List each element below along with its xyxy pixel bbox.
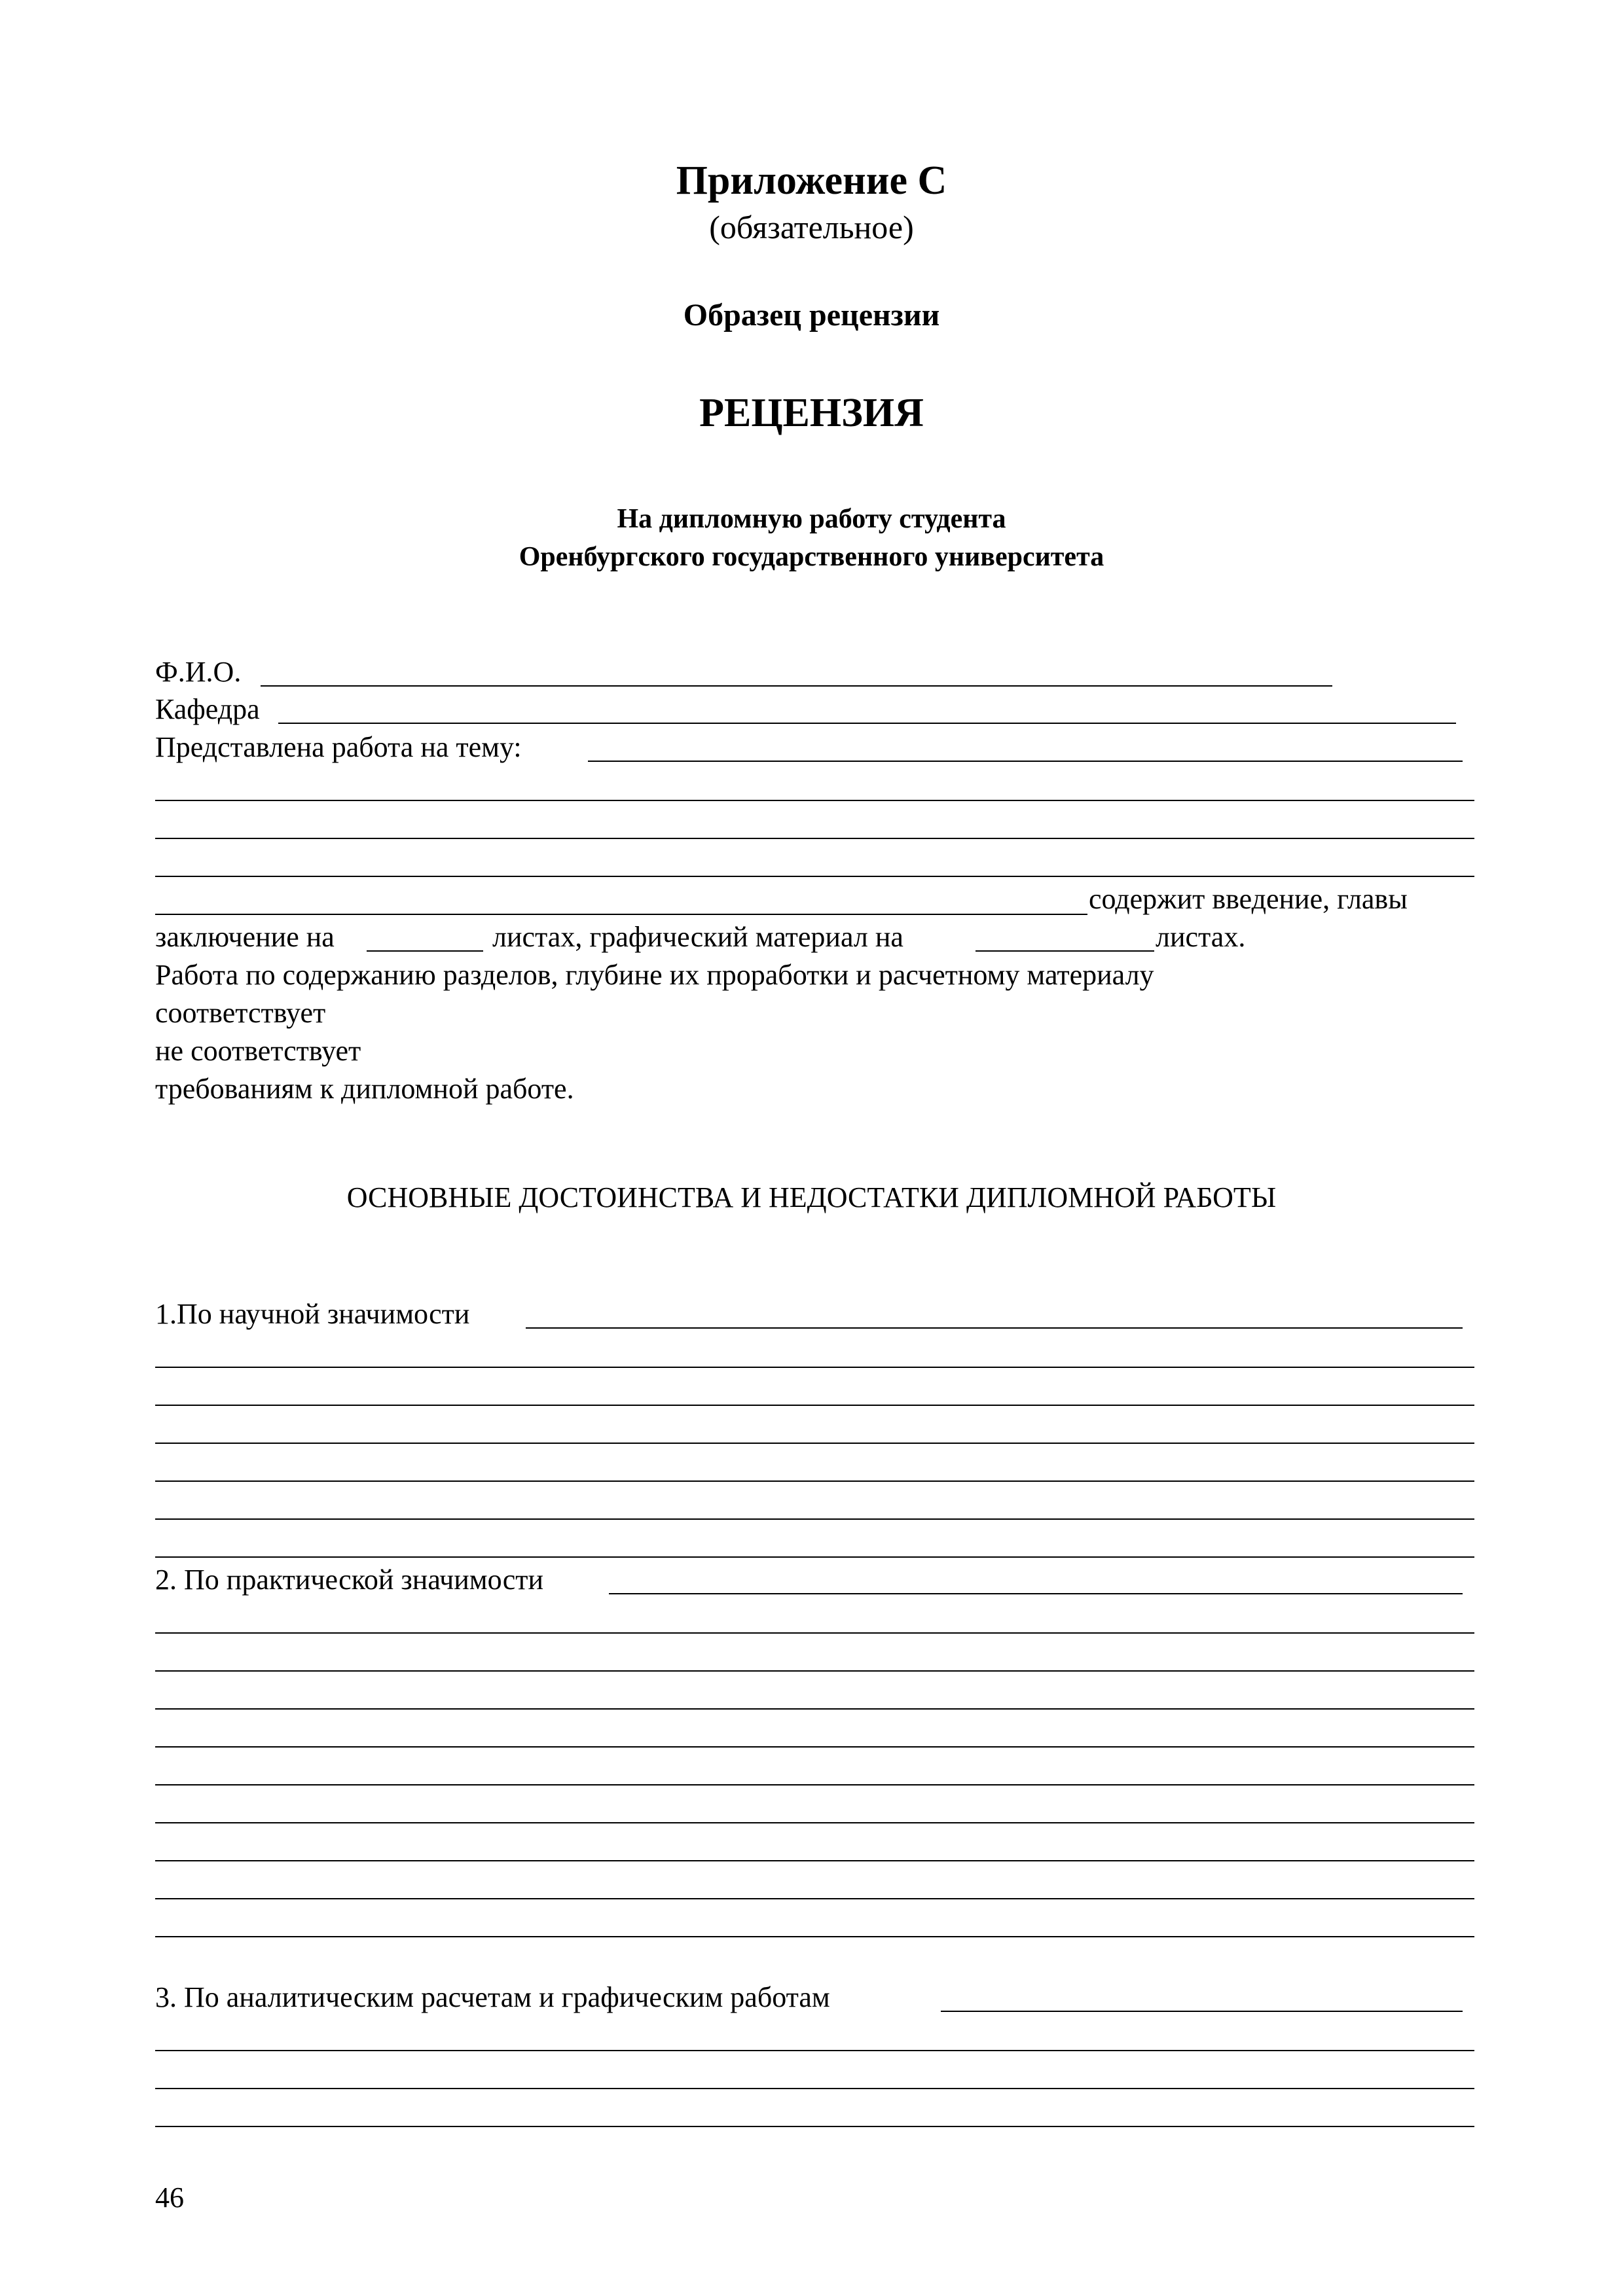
criterion-2-line[interactable] (155, 1860, 1474, 1861)
criterion-1-line[interactable] (155, 1518, 1474, 1520)
department-label: Кафедра (155, 693, 260, 725)
criterion-1-line[interactable] (155, 1367, 1474, 1368)
graphic-sheets-field[interactable] (976, 950, 1154, 952)
appendix-title: Приложение С (676, 158, 947, 203)
document-title: РЕЦЕНЗИЯ (699, 391, 924, 435)
criterion-2-line[interactable] (155, 1746, 1474, 1748)
criterion-1-line[interactable] (155, 1556, 1474, 1558)
subtitle-line-1: На дипломную работу студента (617, 504, 1006, 534)
topic-label: Представлена работа на тему: (155, 731, 522, 763)
criterion-3-label: 3. По аналитическим расчетам и графическим работам (155, 1981, 830, 2013)
topic-line[interactable] (155, 838, 1474, 839)
criterion-3-line[interactable] (155, 2088, 1474, 2089)
sheets-end-text: листах. (1156, 921, 1246, 953)
fio-label: Ф.И.О. (155, 656, 242, 688)
option-not-matches[interactable]: не соответствует (155, 1035, 361, 1067)
topic-line[interactable] (155, 876, 1474, 877)
sample-title: Образец рецензии (683, 298, 940, 332)
criterion-2-line[interactable] (155, 1936, 1474, 1937)
criterion-2-label: 2. По практической значимости (155, 1564, 544, 1596)
criterion-1-field[interactable] (526, 1327, 1463, 1329)
criterion-2-line[interactable] (155, 1632, 1474, 1634)
criterion-1-line[interactable] (155, 1480, 1474, 1482)
criterion-3-field[interactable] (941, 2011, 1463, 2012)
criterion-2-line[interactable] (155, 1670, 1474, 1672)
criterion-2-field[interactable] (609, 1593, 1463, 1594)
criterion-2-line[interactable] (155, 1898, 1474, 1899)
criterion-2-line[interactable] (155, 1784, 1474, 1785)
page-number: 46 (155, 2181, 184, 2214)
sheets-mid-text: листах, графический материал на (492, 921, 903, 953)
criterion-1-label: 1.По научной значимости (155, 1298, 470, 1330)
section-heading: ОСНОВНЫЕ ДОСТОИНСТВА И НЕДОСТАТКИ ДИПЛОМНОЙ РАБОТЫ (346, 1181, 1277, 1213)
appendix-note: (обязательное) (709, 209, 914, 245)
option-matches[interactable]: соответствует (155, 997, 326, 1029)
contains-text: содержит введение, главы (1089, 883, 1408, 915)
topic-field[interactable] (588, 761, 1463, 762)
department-field[interactable] (278, 723, 1456, 724)
criterion-1-line[interactable] (155, 1443, 1474, 1444)
criterion-3-line[interactable] (155, 2050, 1474, 2051)
subtitle-line-2: Оренбургского государственного университета (519, 542, 1104, 572)
fio-field[interactable] (261, 685, 1332, 687)
criterion-2-line[interactable] (155, 1822, 1474, 1823)
conclusion-prefix: заключение на (155, 921, 335, 953)
topic-line[interactable] (155, 800, 1474, 801)
requirements-line: требованиям к дипломной работе. (155, 1073, 574, 1105)
criterion-3-line[interactable] (155, 2126, 1474, 2127)
criterion-1-line[interactable] (155, 1405, 1474, 1406)
topic-line-end[interactable] (155, 914, 1087, 915)
criterion-2-line[interactable] (155, 1708, 1474, 1710)
conclusion-sheets-field[interactable] (367, 950, 483, 952)
content-line: Работа по содержанию разделов, глубине их проработки и расчетному материалу (155, 959, 1154, 991)
